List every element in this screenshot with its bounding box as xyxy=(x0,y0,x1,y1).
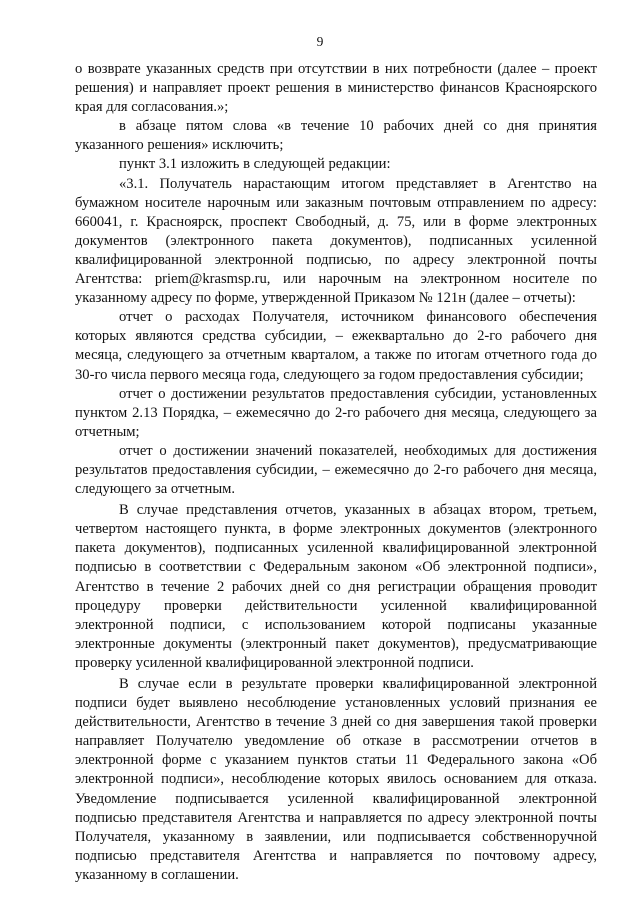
paragraph-expense-report: отчет о расходах Получателя, источником финансового обеспечения которых являются средства субсидии, – ежеквартально до 2-го рабочего дня месяца, следующего за отчетным кварталом, а также по итогам отчетного года до 30-го числа первого месяца года, следующего за годом предоставления субсидии; xyxy=(75,309,597,383)
paragraph-amendment-3-1-intro: пункт 3.1 изложить в следующей редакции: xyxy=(119,156,391,173)
paragraph-indicators-report: отчет о достижении значений показателей, необходимых для достижения результатов предоставления субсидии, – ежемесячно до 2-го рабочего дня месяца, следующего за отчетным. xyxy=(75,442,597,498)
page-number: 9 xyxy=(316,34,324,49)
document-body xyxy=(75,60,597,885)
paragraph-results-report: отчет о достижении результатов предоставления субсидии, установленных пунктом 2.13 Порядка, – ежемесячно до 2-го рабочего дня месяца, следующего за отчетным; xyxy=(75,385,597,440)
paragraph-refusal-notice: В случае если в результате проверки квалифицированной электронной подписи будет выявлено несоблюдение установленных условий признания ее действительности, Агентство в течение 3 дней со дня завершения такой проверки направляет Получателю уведомление об отказе в рассмотрении отчетов в электронной форме с указанием пунктов статьи 11 Федерального закона «Об электронной подписи», несоблюдение которых явилось основанием для отказа. Уведомление подписывается усиленной квалифицированной электронной подписью представителя Агентства и направляется по адресу электронной почты Получателя, указанному в заявлении, или подписывается собственноручной подписью представителя Агентства и направляется по почтовому адресу, указанному в соглашении. xyxy=(75,676,597,883)
paragraph-electronic-verification: В случае представления отчетов, указанных в абзацах втором, третьем, четвертом настоящего пункта, в форме электронных документов (электронного пакета документов), подписанных усиленной квалифицированной электронной подписью в соответствии с Федеральным законом «Об электронной подписи», Агентство в течение 2 рабочих дней со дня регистрации обращения проводит процедуру проверки действительности усиленной квалифицированной электронной подписи, с использованием которой подписаны указанные электронные документы (электронный пакет документов), предусматривающие проверку усиленной квалифицированной электронной подписи. xyxy=(75,502,597,671)
paragraph-amendment-fifth-clause: в абзаце пятом слова «в течение 10 рабочих дней со дня принятия указанного решения» исключить; xyxy=(75,118,597,154)
paragraph-clause-3-1: «3.1. Получатель нарастающим итогом представляет в Агентство на бумажном носителе нарочным или заказным почтовым отправлением по адресу: 660041, г. Красноярск, проспект Свободный, д. 75, или в форме электронных документов (электронного пакета документов), подписанных усиленной квалифицированной электронной подписью, по адресу электронной почты Агентства: priem@krasmsp.ru, или нарочным на электронном носителе по указанному адресу по форме, утвержденной Приказом № 121н (далее – отчеты): xyxy=(75,175,597,307)
paragraph-continuation: о возврате указанных средств при отсутствии в них потребности (далее – проект решения) и направляет проект решения в министерство финансов Красноярского края для согласования.»; xyxy=(75,61,597,116)
